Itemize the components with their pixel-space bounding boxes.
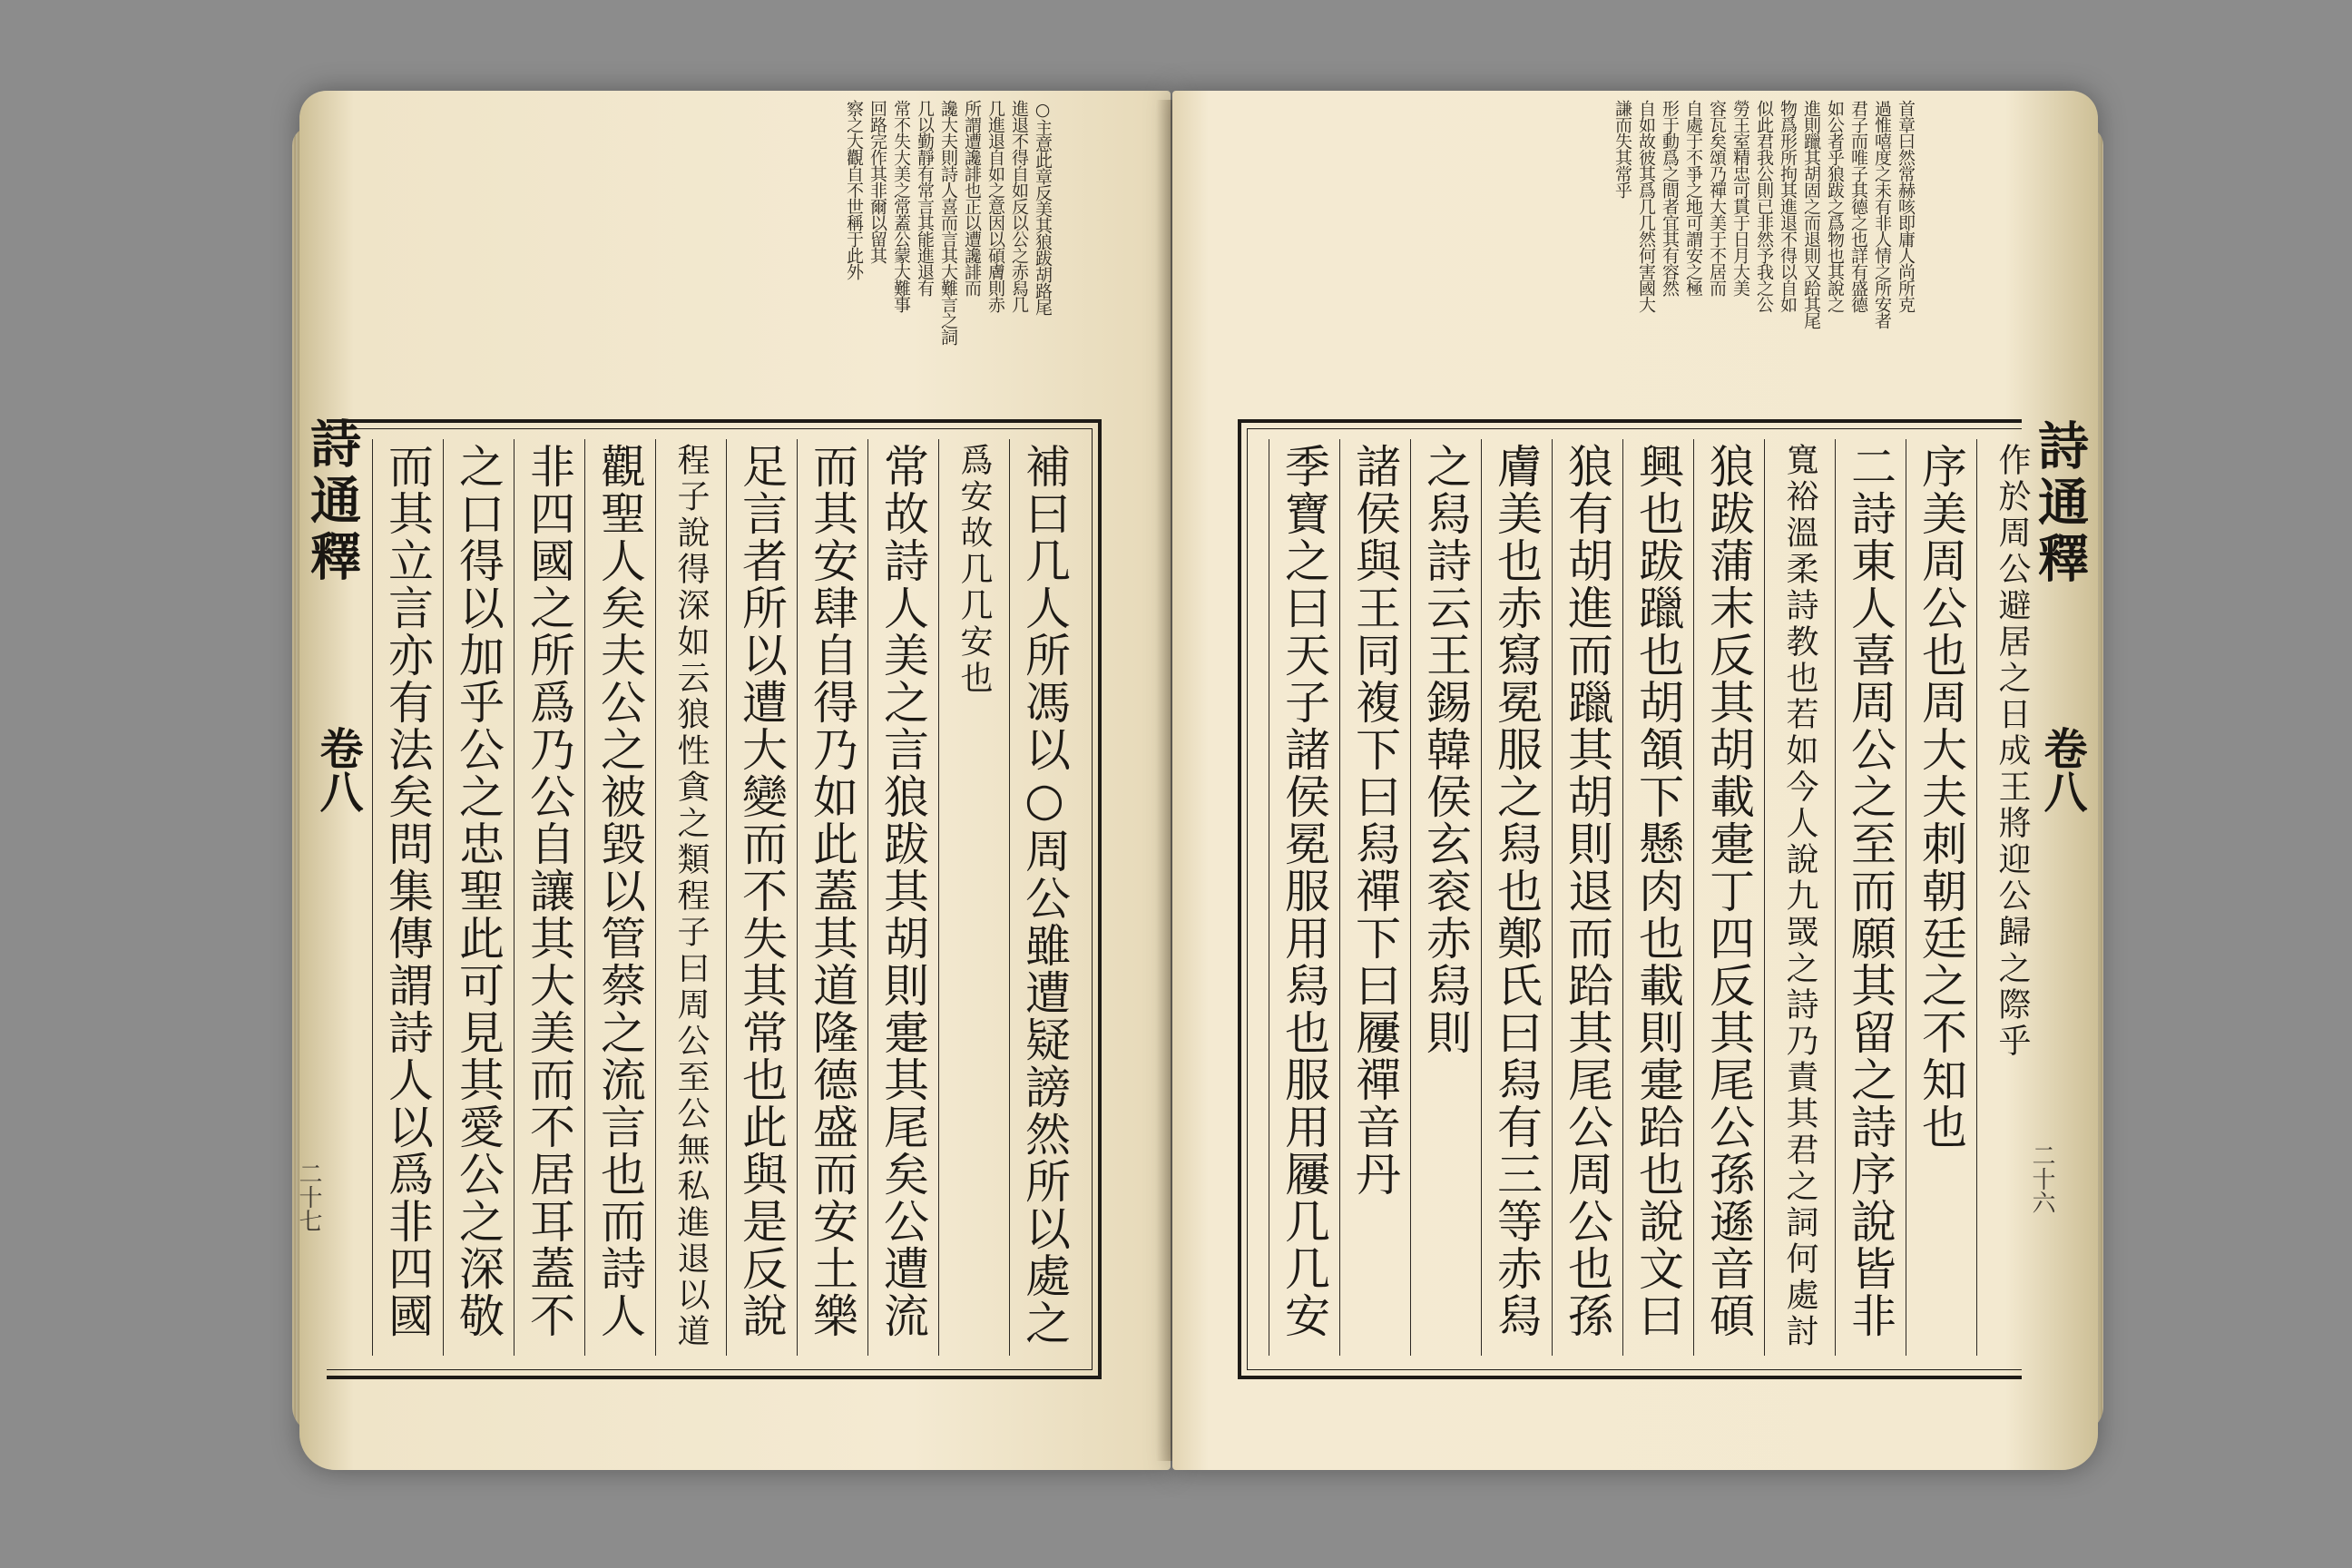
left-page <box>295 91 1171 1470</box>
text-column: 序美周公也周大夫刺朝廷之不知也 <box>1906 439 1976 1356</box>
text-column: 程子說得深如云狼性貪之類程子曰周公至公無私進退以道 <box>655 439 726 1356</box>
right-page-number: 二十六 <box>2028 1143 2055 1214</box>
text-column: 而其安肆自得乃如此蓋其道隆德盛而安土樂 <box>797 439 867 1356</box>
note-line: 形于動爲之間者宜其有容然 <box>1660 100 1680 296</box>
note-line: 君子而唯子其德之也詳有盛德 <box>1848 100 1868 312</box>
note-line: 察之大觀自不世稱于此外 <box>844 100 864 279</box>
text-column: 常故詩人美之言狼跋其胡則疐其尾矣公遭流 <box>867 439 938 1356</box>
left-margin-title: 詩通釋 <box>302 417 362 586</box>
note-line: 謙而失其常乎 <box>1612 100 1632 198</box>
text-column: 寬裕溫柔詩教也若如今人說九罭之詩乃責其君之詞何處討 <box>1764 439 1835 1356</box>
note-line: 所謂遭讒誹也正以遭讒誹而 <box>962 100 982 296</box>
left-text-columns <box>372 439 1080 1356</box>
note-line: 首章曰然常赫咳即庸人尚所克 <box>1896 100 1916 312</box>
note-line: 几以勤靜有常言其能進退有 <box>915 100 935 296</box>
left-text-frame <box>327 419 1102 1379</box>
text-column: 之舄詩云王錫韓侯玄衮赤舄則 <box>1410 439 1481 1356</box>
right-text-frame <box>1238 419 2031 1379</box>
left-handwritten-notes <box>844 100 1053 417</box>
text-column: 狼跋蒲末反其胡載疐丁四反其尾公孫遜音碩 <box>1693 439 1764 1356</box>
note-line: 似此君我公則已非然予我之公 <box>1754 100 1774 312</box>
text-column: 二詩東人喜周公之至而願其留之詩序說皆非 <box>1835 439 1906 1356</box>
text-column: 膚美也赤寫冕服之舄也鄭氏曰舄有三等赤舄 <box>1481 439 1552 1356</box>
note-line: 讒大夫則詩人喜而言其大難言之詞 <box>938 100 958 345</box>
text-column: 足言者所以遭大變而不失其常也此與是反說 <box>726 439 797 1356</box>
text-column: 狼有胡進而躐其胡則退而跲其尾公周公也孫 <box>1552 439 1622 1356</box>
right-page <box>1172 91 2098 1470</box>
note-line: 進退不得自如反以公之赤舄几 <box>1009 100 1029 312</box>
open-book <box>295 91 2096 1470</box>
note-line: 容瓦矣頌乃禪大美于不居而 <box>1707 100 1727 296</box>
text-column: 而其立言亦有法矣問集傳謂詩人以爲非四國 <box>372 439 443 1356</box>
text-column: 之口得以加乎公之忠聖此可見其愛公之深敬 <box>443 439 514 1356</box>
note-line: ○主意此章反美其狼跋胡路尾 <box>1033 100 1053 315</box>
note-line: 自如故彼其爲几几然何害國大 <box>1636 100 1656 312</box>
text-column: 作於周公避居之日成王將迎公歸之際乎 <box>1976 439 2047 1356</box>
text-column: 觀聖人矣夫公之被毀以管蔡之流言也而詩人 <box>584 439 655 1356</box>
text-column: 興也跋躐也胡頷下懸肉也載則疐跲也說文曰 <box>1622 439 1693 1356</box>
text-column: 季寶之曰天子諸侯冕服用舄也服用屨几几安 <box>1269 439 1339 1356</box>
right-handwritten-notes <box>1612 100 1916 417</box>
text-column: 爲安故几几安也 <box>938 439 1009 1356</box>
right-text-columns <box>1269 439 2047 1356</box>
note-line: 回路完作其非爾以留其 <box>867 100 887 263</box>
right-margin-title: 詩通釋 <box>2030 419 2090 588</box>
note-line: 物爲形所拘其進退不得以自如 <box>1778 100 1798 312</box>
note-line: 几進退自如之意因以碩膚則赤 <box>985 100 1005 312</box>
text-column: 諸侯與王同複下曰舄禪下曰屨禪音丹 <box>1339 439 1410 1356</box>
note-line: 如公者乎狼跋之爲物也其說之 <box>1825 100 1845 312</box>
note-line: 過惟嘻度之未有非人情之所安者 <box>1872 100 1892 328</box>
note-line: 進則躐其胡固之而退則又跲其尾 <box>1801 100 1821 328</box>
left-juan-label: 卷八 <box>312 726 363 813</box>
note-line: 自處于不爭之地可謂安之極 <box>1683 100 1703 296</box>
text-column: 非四國之所爲乃公自讓其大美而不居耳蓋不 <box>514 439 584 1356</box>
left-page-number: 二十七 <box>295 1161 322 1232</box>
right-juan-label: 卷八 <box>2036 726 2087 813</box>
note-line: 勞王室精忠可貫于日月大美 <box>1730 100 1750 296</box>
note-line: 常不失大美之常蓋公蒙大難事 <box>891 100 911 312</box>
text-column: 補曰几人所馮以○周公雖遭疑謗然所以處之 <box>1009 439 1080 1356</box>
